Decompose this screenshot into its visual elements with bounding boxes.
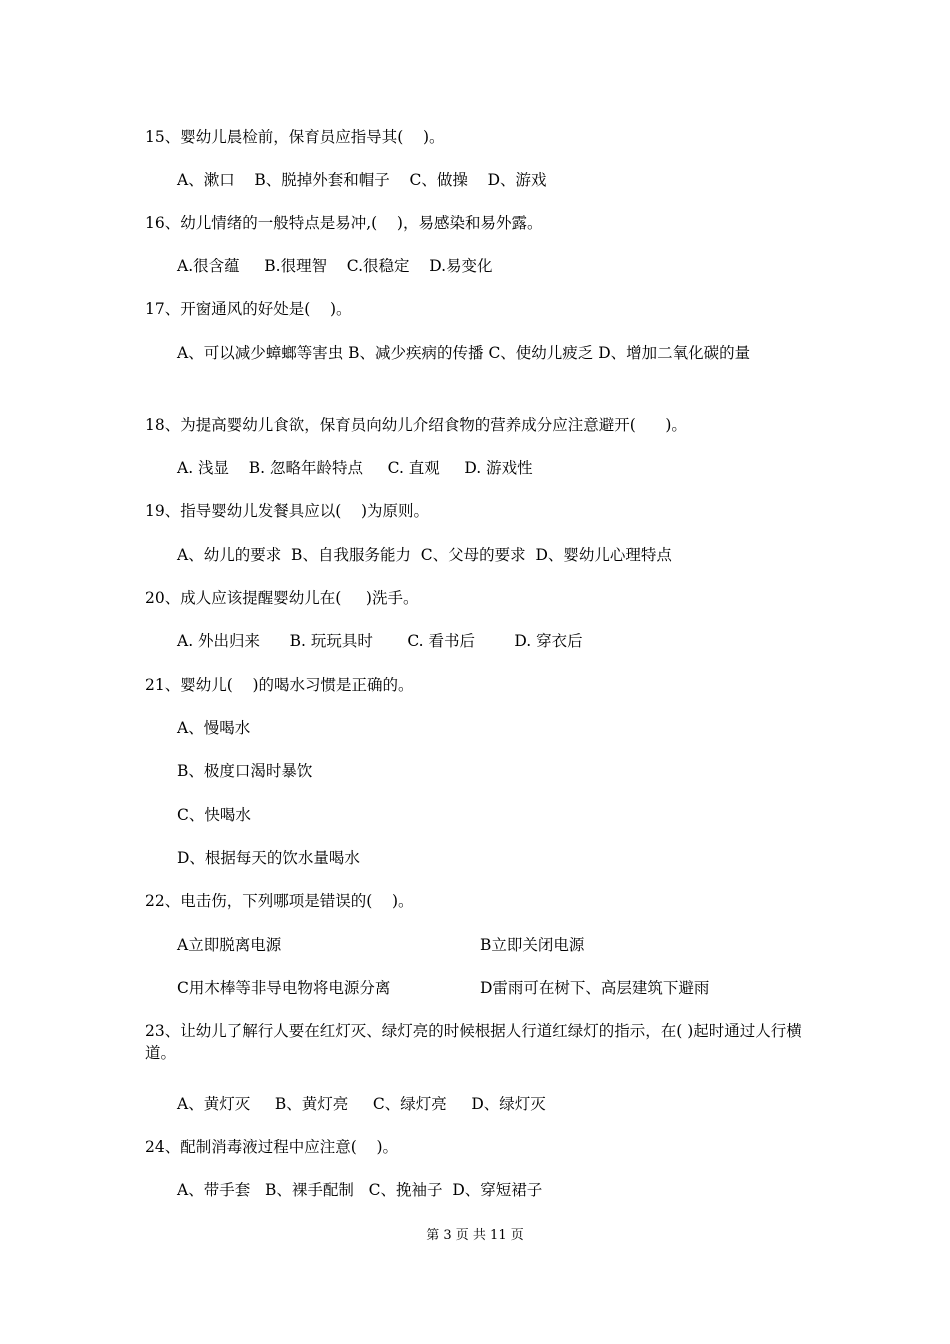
question-24-options: A、带手套 B、裸手配制 C、挽袖子 D、穿短裙子 xyxy=(177,1181,543,1199)
question-22-option-b: B立即关闭电源 xyxy=(480,936,585,954)
question-21-option-d: D、根据每天的饮水量喝水 xyxy=(177,849,360,867)
question-22-option-d: D雷雨可在树下、高层建筑下避雨 xyxy=(480,979,710,997)
question-21-option-c: C、快喝水 xyxy=(177,806,251,824)
question-17-options: A、可以减少蟑螂等害虫 B、减少疾病的传播 C、使幼儿疲乏 D、增加二氧化碳的量 xyxy=(177,344,751,362)
question-22-stem: 22、电击伤，下列哪项是错误的( )。 xyxy=(145,892,414,910)
question-20-stem: 20、成人应该提醒婴幼儿在( )洗手。 xyxy=(145,589,419,607)
question-23-stem: 23、让幼儿了解行人要在红灯灭、绿灯亮的时候根据人行道红绿灯的指示，在( )起时通过人行横道。 xyxy=(145,1022,802,1062)
question-20-options: A. 外出归来 B. 玩玩具时 C. 看书后 D. 穿衣后 xyxy=(177,632,583,650)
question-17-stem: 17、开窗通风的好处是( )。 xyxy=(145,300,352,318)
question-16-stem: 16、幼儿情绪的一般特点是易冲,( )，易感染和易外露。 xyxy=(145,214,543,232)
question-15-stem: 15、婴幼儿晨检前，保育员应指导其( )。 xyxy=(145,128,445,146)
question-16-options: A.很含蕴 B.很理智 C.很稳定 D.易变化 xyxy=(177,257,493,275)
question-19-options: A、幼儿的要求 B、自我服务能力 C、父母的要求 D、婴幼儿心理特点 xyxy=(177,546,672,564)
question-19-stem: 19、指导婴幼儿发餐具应以( )为原则。 xyxy=(145,502,430,520)
question-22-option-c: C用木棒等非导电物将电源分离 xyxy=(177,979,391,997)
question-15-options: A、漱口 B、脱掉外套和帽子 C、做操 D、游戏 xyxy=(177,171,547,189)
question-21-option-b: B、极度口渴时暴饮 xyxy=(177,762,313,780)
question-22-option-a: A立即脱离电源 xyxy=(177,936,282,954)
question-18-stem: 18、为提高婴幼儿食欲，保育员向幼儿介绍食物的营养成分应注意避开( )。 xyxy=(145,416,687,434)
page-footer: 第 3 页 共 11 页 xyxy=(426,1228,524,1243)
question-18-options: A. 浅显 B. 忽略年龄特点 C. 直观 D. 游戏性 xyxy=(177,459,533,477)
question-21-stem: 21、婴幼儿( )的喝水习惯是正确的。 xyxy=(145,676,414,694)
question-21-option-a: A、慢喝水 xyxy=(177,719,251,737)
question-24-stem: 24、配制消毒液过程中应注意( )。 xyxy=(145,1138,399,1156)
question-23-options: A、黄灯灭 B、黄灯亮 C、绿灯亮 D、绿灯灭 xyxy=(177,1095,546,1113)
